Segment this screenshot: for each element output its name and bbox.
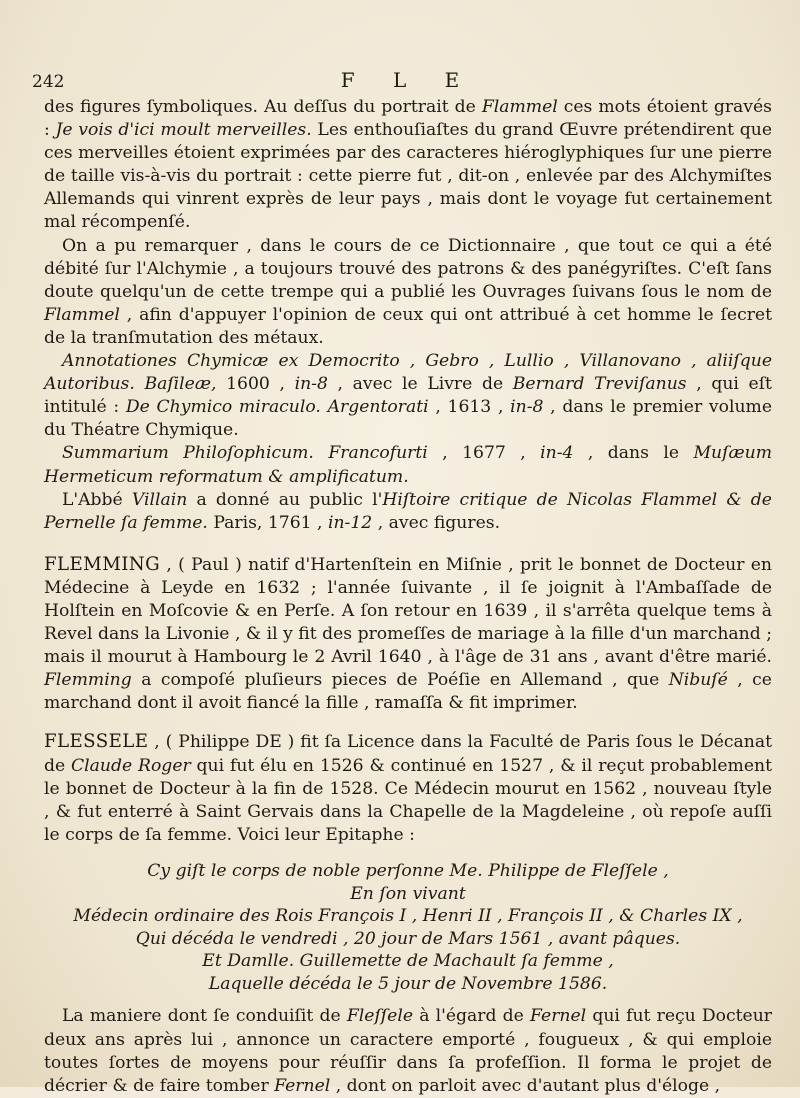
body-text xyxy=(44,96,772,1098)
paragraph-summarium xyxy=(44,442,772,488)
text-run: , dans le premier volume du Théatre Chymique. xyxy=(44,397,772,441)
text-run: ces mots étoient gravés : xyxy=(44,97,772,141)
epitaph-line: Laquelle décéda le 5 jour de Novembre 1586. xyxy=(208,973,608,994)
paragraph-alchemy xyxy=(44,235,772,350)
italic-run: Bernard Treviſanus xyxy=(512,374,687,395)
spacer xyxy=(44,715,772,730)
text-run: des figures ſymboliques. Au deſſus du portrait de xyxy=(44,97,482,117)
text-run: L'Abbé xyxy=(62,489,132,510)
text-run: , afin d'appuyer l'opinion de ceux qui ont attribué à cet homme le ſecret de la tranſmutation des métaux. xyxy=(44,304,772,348)
entry-headword: FLESSELE xyxy=(44,731,149,753)
entry-flemming xyxy=(44,553,772,716)
italic-run: Hiſtoire critique de Nicolas Flammel & de Pernelle ſa femme. xyxy=(44,489,772,533)
text-run: à l'égard de xyxy=(413,1006,531,1027)
text-run: , avec le Livre de xyxy=(327,374,513,395)
italic-run: Flemming xyxy=(44,670,132,691)
text-run: , 1613 , xyxy=(428,397,511,418)
italic-run: De Chymico miraculo. Argentorati xyxy=(125,397,429,418)
italic-run: in-8 xyxy=(510,397,544,418)
italic-run: Villain xyxy=(131,489,188,510)
italic-run: Claude Roger xyxy=(71,755,191,776)
epitaph-line: En ſon vivant xyxy=(350,883,466,904)
text-run: , dans le xyxy=(573,443,694,464)
italic-run: Nibuſé xyxy=(668,670,728,691)
paragraph-flammel-portrait xyxy=(44,96,772,235)
text-run: Paris, 1761 , xyxy=(207,512,328,533)
italic-run: Fernel xyxy=(274,1075,331,1096)
italic-run: in-8 xyxy=(294,374,328,395)
running-head: F L E xyxy=(340,68,476,92)
text-run: a compoſé pluſieurs pieces de Poéſie en Allemand , que xyxy=(131,670,669,691)
italic-run: Summarium Philoſophicum. Francofurti xyxy=(62,443,428,464)
italic-run: in-12 xyxy=(327,512,373,533)
italic-run: Muſæum Hermeticum reformatum & amplificatum. xyxy=(44,443,773,487)
italic-run: Fernel xyxy=(530,1006,587,1027)
italic-run: Flammel xyxy=(481,97,558,117)
text-run: , ce marchand dont il avoit fiancé la fille , ramaſſa & fit imprimer. xyxy=(44,670,772,714)
text-run: , 1677 , xyxy=(427,443,541,464)
italic-run: Fleſſele xyxy=(346,1006,414,1027)
text-run: 1600 , xyxy=(216,374,295,395)
paragraph-fernel xyxy=(44,1005,772,1097)
epitaph-line: Médecin ordinaire des Rois François I , Henri II , François II , & Charles IX , xyxy=(73,906,743,927)
entry-flessele xyxy=(44,730,772,846)
epitaph-line: Et Damlle. Guillemette de Machault ſa femme , xyxy=(202,951,614,972)
epitaph-line: Cy giſt le corps de noble perſonne Me. Philippe de Fleſſele , xyxy=(147,860,669,881)
italic-run: Flammel xyxy=(44,304,120,325)
paragraph-villain xyxy=(44,489,772,535)
italic-run: Je vois d'ici moult merveilles. xyxy=(55,120,312,141)
spacer xyxy=(44,535,772,553)
italic-run: Annotationes Chymicæ ex Democrito , Gebro , Lullio , Villanovano , aliiſque Autoribus. Baſileæ, xyxy=(44,351,772,395)
text-run: La maniere dont ſe conduiſit de xyxy=(62,1006,347,1027)
text-run: qui fut élu en 1526 & continué en 1527 , & il reçut probablement le bonnet de Docteur à la fin de 1528. Ce Médecin mourut en 1562 , nouveau ſtyle , & fut enterré à Saint Gervais dans la Chapelle de la Magdeleine , où repoſe auſſi le corps de ſa femme. Voici leur Epitaphe : xyxy=(44,755,772,845)
page-header xyxy=(32,62,772,96)
epitaph xyxy=(44,860,772,996)
text-run: , qui eſt intitulé : xyxy=(44,374,772,418)
paragraph-annotationes xyxy=(44,350,772,442)
italic-run: in-4 xyxy=(540,443,574,464)
text-run: , ( Paul ) natif d'Hartenſtein en Miſnie , prit le bonnet de Docteur en Médecine à Leyde en 1632 ; l'année ſuivante , il ſe joignit à l'Ambaſſade de Holſtein en Moſcovie & en Perſe. A ſon retour en 1639 , il s'arrêta quelque tems à Revel dans la Livonie , & il y fit des promeſſes de mariage à la fille d'un marchand ; mais il mourut à Hambourg le 2 Avril 1640 , à l'âge de 31 ans , avant d'être marié. xyxy=(44,554,772,668)
text-run: , dont on parloit avec d'autant plus d'éloge , xyxy=(330,1075,721,1096)
page-number: 242 xyxy=(32,72,65,92)
text-run: a donné au public l' xyxy=(187,489,383,510)
text-run: Les enthouſiaſtes du grand Œuvre prétendirent que ces merveilles étoient exprimées par des caracteres hiéroglyphiques ſur une pierre de taille vis-à-vis du portrait : cette pierre fut , dit-on , enlevée par des Alchymiſtes Allemands qui vinrent exprès de leur pays , mais dont le voyage fut certainement mal récompenſé. xyxy=(44,120,772,233)
text-run: On a pu remarquer , dans le cours de ce Dictionnaire , que tout ce qui a été débité ſur l'Alchymie , a toujours trouvé des patrons & des panégyriſtes. C'eſt ſans doute quelqu'un de cette trempe qui a publié les Ouvrages ſuivans ſous le nom de xyxy=(44,235,772,302)
entry-headword: FLEMMING xyxy=(44,553,161,575)
text-run: qui fut reçu Docteur deux ans après lui , annonce un caractere emporté , fougueux , & qui emploie toutes ſortes de moyens pour réuſſir dans ſa profeſſion. Il forma le projet de décrier & de faire tomber xyxy=(44,1006,772,1096)
epitaph-line: Qui décéda le vendredi , 20 jour de Mars 1561 , avant pâques. xyxy=(135,928,681,949)
text-run: , avec figures. xyxy=(372,512,501,533)
text-run: , ( Philippe DE ) fit ſa Licence dans la Faculté de Paris ſous le Décanat de xyxy=(44,732,772,776)
